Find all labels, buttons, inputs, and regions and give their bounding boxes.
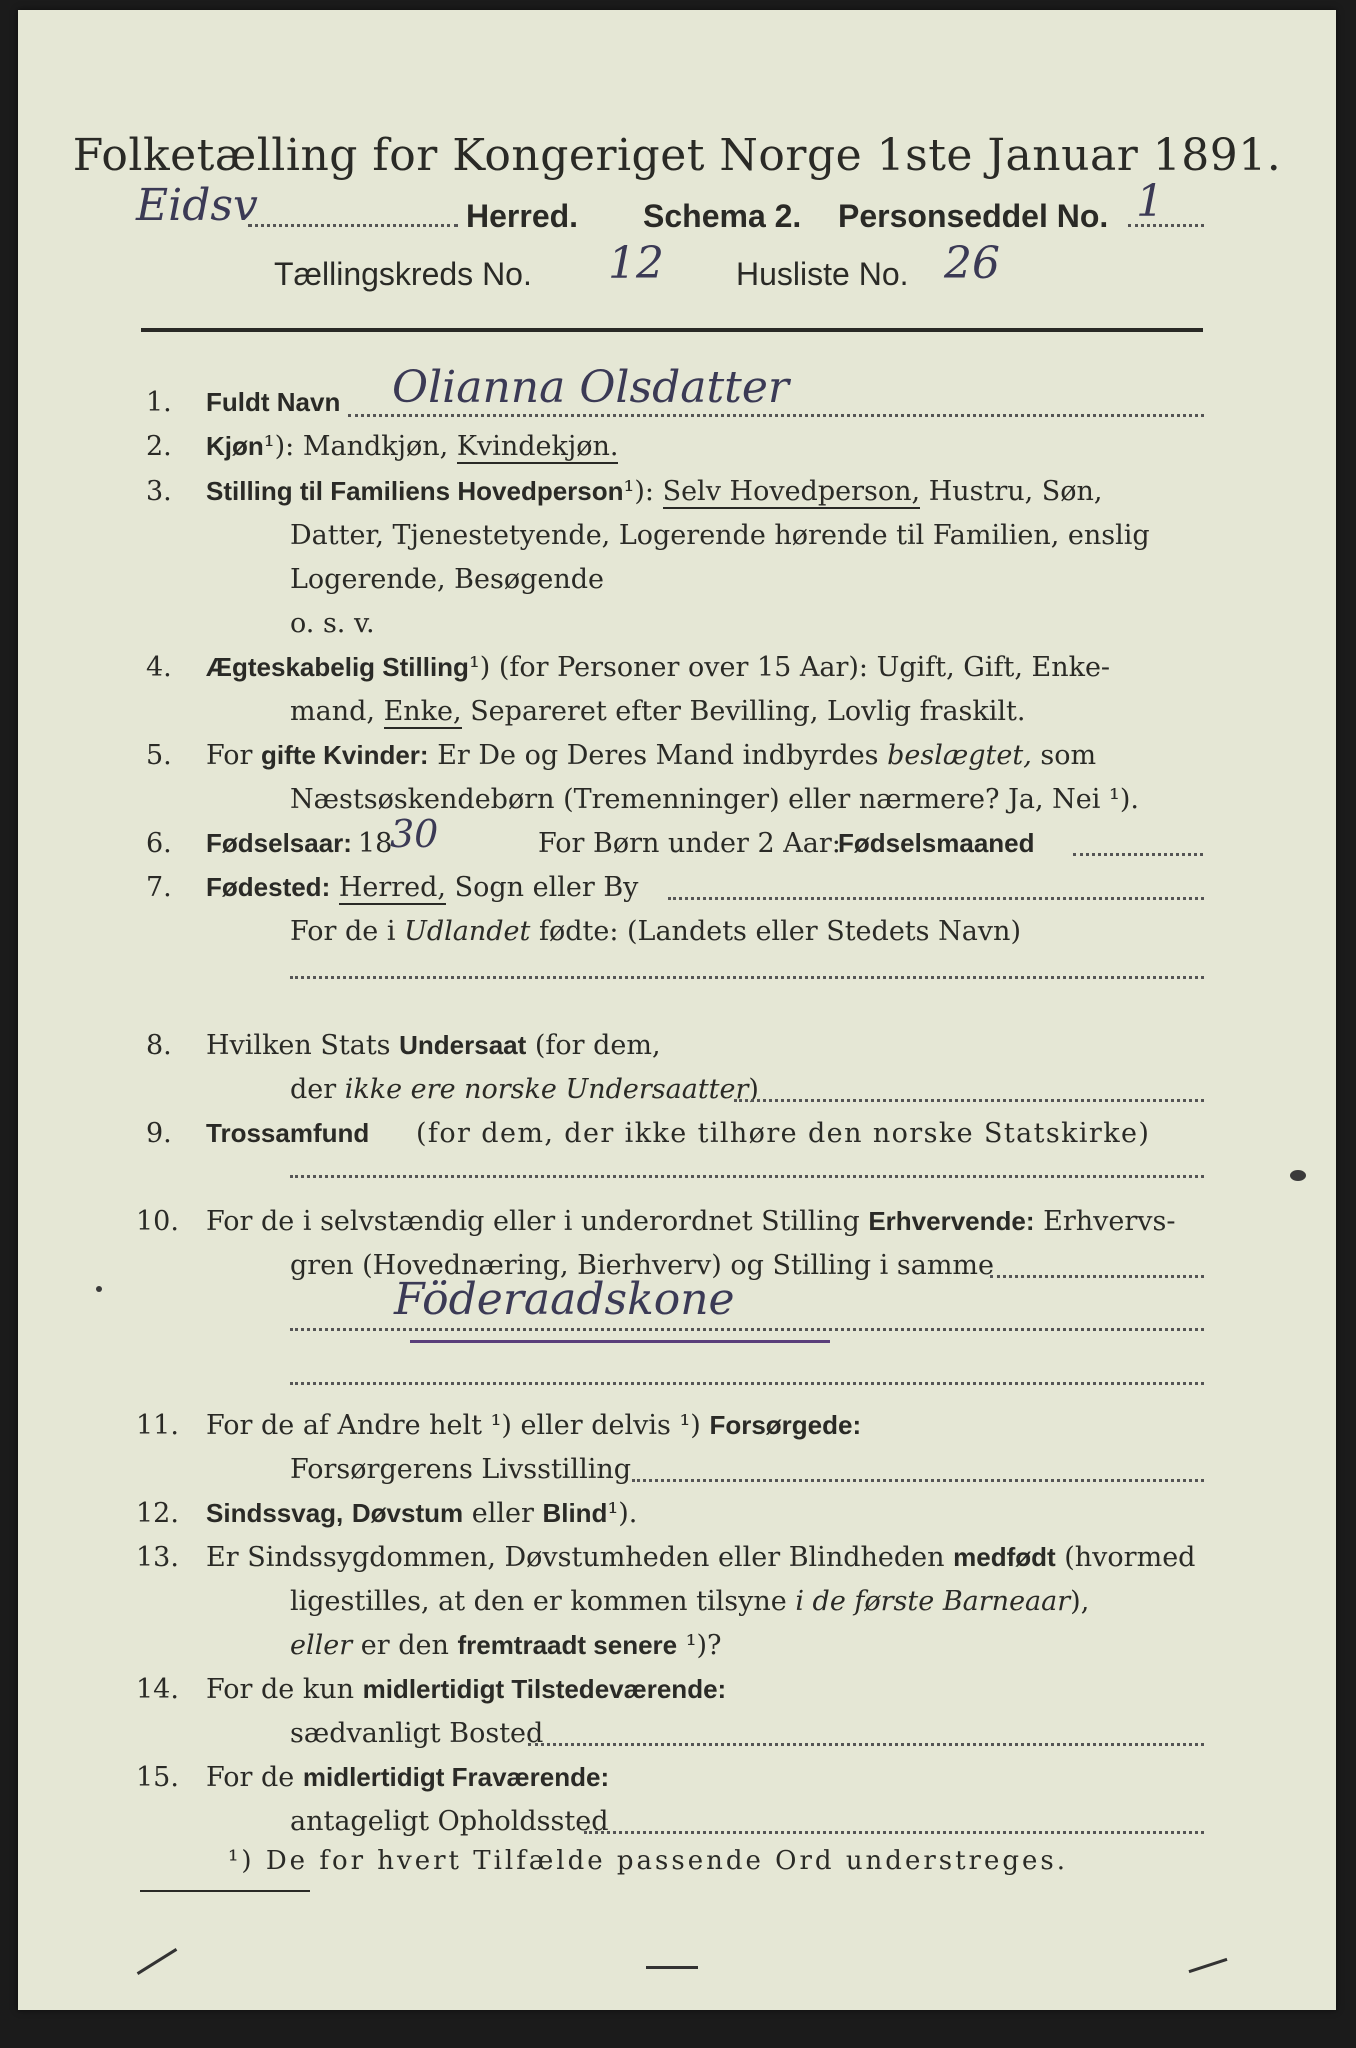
- item-15-dots: [584, 1831, 1204, 1834]
- item-13-line-1: [206, 1542, 1195, 1573]
- item-3-line-4: o. s. v.: [290, 608, 375, 639]
- item-8-label: Undersaat: [399, 1030, 527, 1060]
- item-13-rest-1: (hvormed: [1064, 1542, 1196, 1573]
- item-11-line-1: [206, 1410, 861, 1441]
- item-3-rest-1: Hustru, Søn,: [928, 476, 1103, 507]
- item-15-number: 15.: [136, 1762, 179, 1793]
- herred-value: Eidsv: [136, 180, 258, 231]
- item-5-line-2: Næstsøskendebørn (Tremenninger) eller nærmere? Ja, Nei ¹).: [290, 784, 1139, 815]
- item-8-line-2: [290, 1074, 759, 1105]
- footnote-rule: [140, 1890, 310, 1892]
- taellingskreds-label: Tællingskreds No.: [274, 256, 532, 292]
- item-10-pre: For de i selvstændig eller i underordnet Stilling: [206, 1206, 860, 1237]
- item-4-rest-2: Separeret efter Bevilling, Lovlig fraskilt.: [470, 696, 1026, 727]
- item-6-label: Fødselsaar:: [206, 828, 352, 858]
- personseddel-label: Personseddel No.: [838, 198, 1109, 234]
- item-14-number: 14.: [136, 1674, 179, 1705]
- husliste-value: 26: [944, 238, 1000, 289]
- item-2-sup: ¹):: [263, 431, 295, 462]
- item-9-number: 9.: [146, 1118, 172, 1149]
- item-4-label: Ægteskabelig Stilling: [206, 652, 469, 682]
- header-rule: [141, 328, 1203, 332]
- item-5-line-1: [206, 740, 1096, 771]
- item-13-label: medfødt: [953, 1542, 1056, 1572]
- herred-dots: [248, 224, 458, 227]
- item-7-rest-1: Sogn eller By: [454, 872, 639, 903]
- item-13-pre: Er Sindssygdommen, Døvstumheden eller Blindheden: [206, 1542, 945, 1573]
- item-3-selected: Selv Hovedperson,: [662, 476, 921, 507]
- item-7-line-2b: Udlandet: [404, 916, 531, 947]
- item-13-line-3c: fremtraadt senere: [457, 1630, 678, 1660]
- ink-stroke-middle: [646, 1966, 698, 1969]
- schema-label: Schema 2.: [643, 198, 802, 234]
- item-7-number: 7.: [146, 872, 172, 903]
- item-3-label: Stilling til Familiens Hovedperson: [206, 476, 624, 506]
- item-13-line-3b: er den: [360, 1630, 449, 1661]
- item-14-line-1: [206, 1674, 726, 1705]
- item-6-number: 6.: [146, 828, 172, 859]
- item-9-dots: [290, 1175, 1204, 1178]
- item-7-line-2c: fødte: (Landets eller Stedets Navn): [538, 916, 1021, 947]
- item-3-line-1: [206, 476, 1103, 507]
- item-5-pre: For: [206, 740, 253, 771]
- item-12-number: 12.: [136, 1498, 179, 1529]
- item-4-sup: ¹): [468, 652, 491, 683]
- form-title: Folketælling for Kongeriget Norge 1ste Januar 1891.: [72, 130, 1282, 181]
- item-12-line: [206, 1498, 637, 1529]
- item-11-pre: For de af Andre helt ¹) eller delvis ¹): [206, 1410, 701, 1441]
- item-3-line-2: Datter, Tjenestetyende, Logerende hørende til Familien, enslig: [290, 520, 1150, 551]
- item-7-selected: Herred,: [338, 872, 447, 903]
- item-4-line-1: [206, 652, 1110, 683]
- item-13-line-2: [290, 1586, 1089, 1617]
- item-12-mid: eller: [471, 1498, 534, 1529]
- personseddel-dots: [1128, 224, 1204, 227]
- item-2-label: Kjøn: [206, 431, 264, 461]
- personseddel-value: 1: [1136, 176, 1164, 227]
- item-5-rest-b: beslægtet,: [887, 740, 1032, 771]
- item-13-line-2b: i de første Barneaar: [795, 1586, 1071, 1617]
- item-1-dots: [348, 414, 1204, 417]
- ink-spot: [1290, 1170, 1306, 1181]
- item-10-line-2: gren (Hovednæring, Bierhverv) og Stilling i samme: [290, 1250, 995, 1281]
- item-7-line-2: [290, 916, 1021, 947]
- item-3-sup: ¹):: [623, 476, 654, 507]
- item-1-number: 1.: [146, 387, 172, 418]
- item-14-pre: For de kun: [206, 1674, 354, 1705]
- item-10-dots-3: [290, 1382, 1204, 1385]
- item-8-number: 8.: [146, 1030, 172, 1061]
- item-13-line-3d: ¹)?: [685, 1630, 722, 1661]
- item-8-pre: Hvilken Stats: [206, 1030, 391, 1061]
- item-12-end: ¹).: [607, 1498, 638, 1529]
- item-11-number: 11.: [136, 1410, 179, 1441]
- item-4-pre-2: mand,: [290, 696, 375, 727]
- item-8-line-2a: der: [290, 1074, 337, 1105]
- item-4-selected: Enke,: [383, 696, 462, 727]
- item-4-number: 4.: [146, 652, 172, 683]
- item-6-dots: [1073, 853, 1203, 856]
- item-4-line-2: [290, 696, 1025, 727]
- ink-stroke-left: [137, 1948, 178, 1975]
- item-1-label: Fuldt Navn: [206, 387, 341, 417]
- item-6-label-2: Fødselsmaaned: [838, 828, 1035, 858]
- item-10-number: 10.: [136, 1206, 179, 1237]
- item-6-year-prefix: 18: [358, 828, 393, 859]
- item-1-value: Olianna Olsdatter: [392, 362, 789, 413]
- item-4-rest-1: (for Personer over 15 Aar): Ugift, Gift, Enke-: [498, 652, 1111, 683]
- item-15-label: midlertidigt Fraværende:: [302, 1762, 610, 1792]
- item-14-dots: [528, 1743, 1204, 1746]
- item-9-label: Trossamfund: [206, 1118, 370, 1148]
- item-7-label: Fødested:: [206, 872, 331, 902]
- item-10-value: Föderaadskone: [394, 1274, 735, 1325]
- item-8-dots: [734, 1099, 1204, 1102]
- ink-dot: [96, 1286, 102, 1292]
- item-5-number: 5.: [146, 740, 172, 771]
- item-10-rest-1: Erhvervs-: [1043, 1206, 1176, 1237]
- item-5-label: gifte Kvinder:: [261, 740, 429, 770]
- item-7-dots: [668, 897, 1204, 900]
- item-11-dots: [632, 1479, 1204, 1482]
- item-13-line-3a: eller: [290, 1630, 353, 1661]
- item-10-label: Erhvervende:: [868, 1206, 1035, 1236]
- item-12-label-a: Sindssvag,: [206, 1498, 344, 1528]
- item-7-line-1: [206, 872, 638, 903]
- item-2-line: [206, 431, 618, 462]
- ink-stroke-right: [1189, 1958, 1228, 1973]
- taellingskreds-value: 12: [608, 238, 664, 289]
- item-11-label: Forsørgede:: [709, 1410, 862, 1440]
- item-8-line-1: [206, 1030, 661, 1061]
- item-9-rest: (for dem, der ikke tilhøre den norske Statskirke): [416, 1118, 1151, 1149]
- item-10-line-1: [206, 1206, 1176, 1237]
- item-15-line-1: [206, 1762, 609, 1793]
- item-10-dots-2: [290, 1328, 1204, 1331]
- husliste-label: Husliste No.: [736, 256, 909, 292]
- item-6-year-value: 30: [390, 812, 439, 856]
- item-14-line-2: sædvanligt Bosted: [290, 1718, 544, 1749]
- item-2-number: 2.: [146, 431, 172, 462]
- item-7-dots-2: [290, 976, 1204, 979]
- item-15-pre: For de: [206, 1762, 295, 1793]
- census-form-page: [18, 10, 1336, 2010]
- item-6-rest: For Børn under 2 Aar:: [538, 828, 841, 859]
- item-10-value-underline: [410, 1340, 830, 1343]
- item-13-number: 13.: [136, 1542, 179, 1573]
- item-5-rest-a: Er De og Deres Mand indbyrdes: [437, 740, 879, 771]
- item-3-number: 3.: [146, 476, 172, 507]
- herred-label: Herred.: [466, 198, 579, 234]
- item-10-dots-1: [990, 1275, 1204, 1278]
- item-13-line-3: [290, 1630, 722, 1661]
- footnote: ¹) De for hvert Tilfælde passende Ord understreges.: [228, 1846, 1069, 1876]
- item-15-line-2: antageligt Opholdssted: [290, 1806, 609, 1837]
- item-8-line-2b: ikke ere norske Undersaatter: [344, 1074, 749, 1105]
- item-13-line-2c: ),: [1070, 1586, 1090, 1617]
- item-2-opt2: Kvindekjøn.: [456, 431, 619, 462]
- item-3-line-3: Logerende, Besøgende: [290, 564, 604, 595]
- item-7-line-2a: For de i: [290, 916, 396, 947]
- item-12-label-b: Døvstum: [351, 1498, 464, 1528]
- item-13-line-2a: ligestilles, at den er kommen tilsyne: [290, 1586, 787, 1617]
- item-14-label: midlertidigt Tilstedeværende:: [362, 1674, 727, 1704]
- item-12-label-c: Blind: [542, 1498, 608, 1528]
- item-8-rest-1: (for dem,: [534, 1030, 661, 1061]
- item-5-rest-c: som: [1040, 740, 1097, 771]
- item-11-line-2: Forsørgerens Livsstilling: [290, 1454, 632, 1485]
- item-8-line-2c: ): [748, 1074, 759, 1105]
- item-2-opt1: Mandkjøn,: [302, 431, 449, 462]
